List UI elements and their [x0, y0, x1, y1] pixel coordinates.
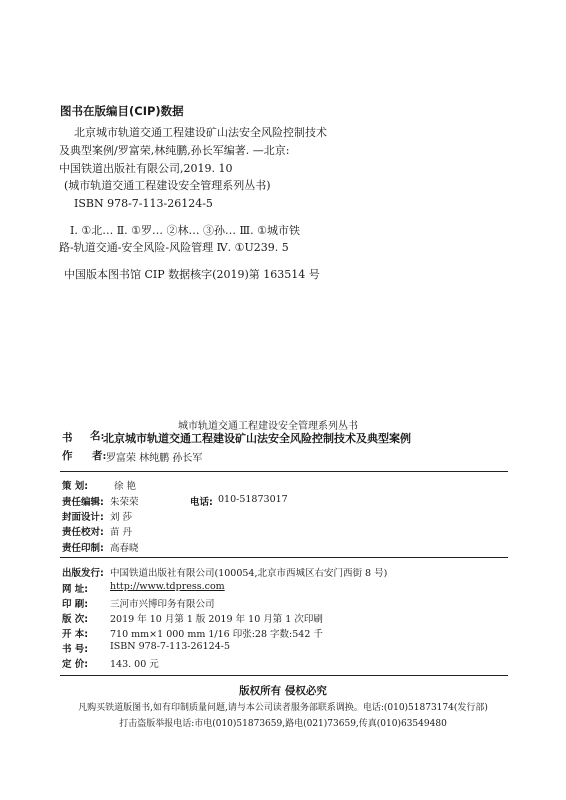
- print-label: 责任印制:: [62, 543, 104, 554]
- isbn-label: 书 号:: [62, 644, 89, 655]
- edition-label: 版 次:: [62, 614, 89, 625]
- proof-value: 苗 丹: [110, 527, 133, 538]
- planner-value: 徐 艳: [114, 481, 137, 492]
- cip-line-4: (城市轨道交通工程建设安全管理系列丛书): [64, 179, 271, 192]
- divider-middle: [60, 557, 508, 558]
- author-label-1: 作: [62, 450, 73, 462]
- format-label: 开 本:: [62, 629, 89, 640]
- cip-data-number: 中国版本图书馆 CIP 数据核字(2019)第 163514 号: [64, 268, 320, 281]
- series-name: 城市轨道交通工程建设安全管理系列丛书: [178, 421, 358, 432]
- planner-label: 策 划:: [62, 481, 89, 492]
- copyright-notice-2: 打击盗版举报电话:市电(010)51873659,路电(021)73659,传真(010)63549480: [119, 719, 447, 729]
- copyright-notice-1: 凡购买铁道版图书,如有印制质量问题,请与本公司读者服务部联系调换。电话:(010)51873174(发行部): [78, 703, 488, 713]
- price-value: 143. 00 元: [110, 659, 159, 670]
- printer-label: 印 刷:: [62, 599, 89, 610]
- proof-label: 责任校对:: [62, 527, 104, 538]
- url-label: 网 址:: [62, 584, 89, 595]
- editor-value: 朱荣荣: [110, 497, 139, 508]
- cip-line-6: Ⅰ. ①北… Ⅱ. ①罗… ②林… ③孙… Ⅲ. ①城市铁: [70, 224, 300, 237]
- divider-bottom: [60, 675, 508, 676]
- url-link[interactable]: http://www.tdpress.com: [110, 581, 225, 592]
- cip-heading: 图书在版编目(CIP)数据: [60, 104, 184, 118]
- phone-label: 电话:: [190, 497, 213, 508]
- divider-top: [60, 471, 508, 472]
- print-value: 高春晓: [110, 543, 139, 554]
- copyright-title: 版权所有 侵权必究: [239, 685, 327, 697]
- price-label: 定 价:: [62, 659, 89, 670]
- book-title: 北京城市轨道交通工程建设矿山法安全风险控制技术及典型案例: [103, 432, 411, 445]
- publisher-value: 中国铁道出版社有限公司(100054,北京市西城区右安门西街 8 号): [110, 568, 388, 579]
- cip-line-3: 中国铁道出版社有限公司,2019. 10: [59, 162, 233, 175]
- cover-label: 封面设计:: [62, 512, 104, 523]
- title-label-1: 书: [62, 432, 73, 444]
- publisher-label: 出版发行:: [62, 568, 104, 579]
- isbn-value: ISBN 978-7-113-26124-5: [110, 641, 230, 652]
- format-value: 710 mm×1 000 mm 1/16 印张:28 字数:542 千: [110, 629, 323, 640]
- cover-value: 刘 莎: [110, 512, 133, 523]
- phone-value: 010-51873017: [218, 494, 288, 505]
- edition-value: 2019 年 10 月第 1 版 2019 年 10 月第 1 次印刷: [110, 614, 323, 625]
- book-authors: 罗富荣 林纯鹏 孙长军: [106, 453, 203, 464]
- cip-line-5: ISBN 978-7-113-26124-5: [74, 197, 213, 210]
- cip-line-7: 路-轨道交通-安全风险-风险管理 Ⅳ. ①U239. 5: [59, 241, 289, 254]
- editor-label: 责任编辑:: [62, 497, 104, 508]
- author-label-2: 者:: [92, 450, 107, 462]
- printer-value: 三河市兴博印务有限公司: [110, 599, 215, 610]
- cip-line-2: 及典型案例/罗富荣,林纯鹏,孙长军编著. —北京:: [59, 144, 290, 157]
- title-label-2: 名:: [90, 430, 105, 442]
- cip-line-1: 北京城市轨道交通工程建设矿山法安全风险控制技术: [74, 126, 327, 139]
